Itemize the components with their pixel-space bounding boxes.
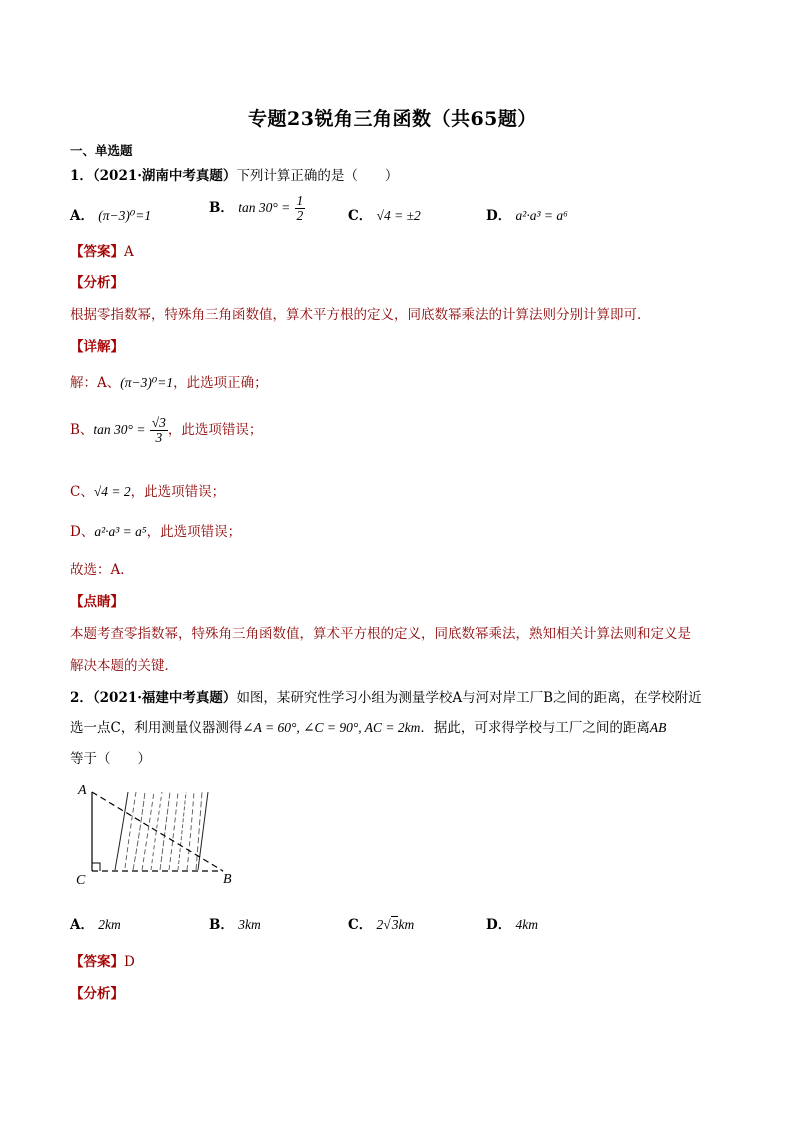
q1-analysis-tag: 【分析】 bbox=[70, 275, 124, 291]
detail-expression: √4 = 2 bbox=[93, 484, 131, 499]
option-label: A． bbox=[70, 917, 94, 933]
q2-option-d bbox=[486, 913, 538, 933]
q1-detail-tag: 【详解】 bbox=[70, 339, 124, 355]
point-b-label: B bbox=[223, 872, 232, 887]
radicand: 3 bbox=[391, 917, 399, 932]
fraction-denominator: 3 bbox=[155, 430, 163, 446]
river-hatching bbox=[125, 792, 202, 870]
section-heading: 一、单选题 bbox=[70, 143, 133, 158]
q2-option-c bbox=[348, 913, 414, 933]
q2-option-a bbox=[70, 913, 121, 933]
answer-tag: 【答案】 bbox=[70, 954, 124, 970]
q1-detail-d bbox=[70, 520, 241, 540]
detail-suffix: ，此选项错误； bbox=[130, 484, 226, 500]
q1-detail-a bbox=[70, 371, 268, 391]
answer-value: A bbox=[124, 244, 134, 260]
question-source: （2021·湖南中考真题） bbox=[92, 168, 237, 184]
option-label: C． bbox=[348, 917, 373, 933]
detail-expression: (π−3)⁰=1 bbox=[120, 375, 174, 390]
q1-option-a bbox=[70, 204, 151, 224]
detail-suffix: ，此选项错误； bbox=[146, 524, 242, 540]
option-label: D． bbox=[486, 917, 512, 933]
q2-answer bbox=[70, 950, 135, 970]
q1-detail-b bbox=[70, 416, 262, 445]
q2-analysis-tag: 【分析】 bbox=[70, 986, 124, 1002]
q2-option-b bbox=[209, 913, 261, 933]
option-expression: tan 30° = bbox=[238, 200, 291, 216]
q1-detail-c bbox=[70, 480, 225, 500]
fraction-denominator: 2 bbox=[296, 208, 304, 224]
unit: km bbox=[398, 917, 415, 932]
option-expression: a²·a³ = a⁶ bbox=[515, 208, 568, 223]
option-label: A． bbox=[70, 208, 94, 224]
point-a-label: A bbox=[78, 783, 87, 798]
q1-comment-line-2: 解决本题的关键． bbox=[70, 658, 178, 674]
detail-prefix: D、 bbox=[70, 524, 95, 540]
question-1-stem bbox=[70, 164, 398, 184]
answer-value: D bbox=[124, 954, 135, 970]
option-expression: 2km bbox=[98, 917, 121, 932]
answer-tag: 【答案】 bbox=[70, 244, 124, 260]
question-number: 1． bbox=[70, 168, 93, 184]
option-label: B． bbox=[209, 200, 234, 217]
q1-comment-line-1: 本题考查零指数幂，特殊角三角函数值，算术平方根的定义，同底数幂乘法，熟知相关计算法则和定义是 bbox=[70, 626, 691, 642]
coefficient: 2 bbox=[376, 917, 384, 932]
question-text: 选一点C，利用测量仪器测得 bbox=[70, 720, 243, 736]
right-angle-mark bbox=[92, 863, 100, 871]
fraction bbox=[150, 416, 168, 445]
page-title: 专题23锐角三角函数（共65题） bbox=[248, 108, 537, 130]
question-number: 2． bbox=[70, 690, 93, 706]
question-source: （2021·福建中考真题） bbox=[92, 690, 237, 706]
option-expression: 2√3km bbox=[376, 917, 415, 932]
detail-prefix: C、 bbox=[70, 484, 94, 500]
fraction bbox=[295, 194, 306, 223]
question-2-stem-line-3: 等于（ ） bbox=[70, 751, 151, 767]
q1-option-b bbox=[209, 194, 305, 223]
question-text: 下列计算正确的是（ ） bbox=[236, 168, 399, 184]
q1-comment-tag: 【点睛】 bbox=[70, 594, 124, 610]
fraction-numerator: √3 bbox=[151, 415, 166, 430]
q1-option-c bbox=[348, 204, 421, 224]
option-expression: (π−3)⁰=1 bbox=[98, 208, 152, 223]
point-c-label: C bbox=[76, 873, 86, 888]
option-expression: √4 = ±2 bbox=[376, 208, 421, 223]
detail-expression: tan 30° = bbox=[93, 422, 146, 438]
question-2-stem-line-1 bbox=[70, 686, 702, 706]
question-text: ．据此，可求得学校与工厂之间的距离 bbox=[420, 720, 650, 736]
q1-conclusion: 故选：A． bbox=[70, 562, 134, 578]
option-label: C． bbox=[348, 208, 373, 224]
q1-analysis-text: 根据零指数幂，特殊角三角函数值，算术平方根的定义，同底数幂乘法的计算法则分别计算即可． bbox=[70, 307, 651, 323]
question-math: AB bbox=[649, 720, 667, 735]
right-bank-line bbox=[198, 792, 208, 870]
q2-figure bbox=[70, 780, 250, 890]
fraction-numerator: 1 bbox=[296, 193, 304, 208]
option-expression: 4km bbox=[515, 917, 539, 932]
detail-prefix: 解：A、 bbox=[70, 375, 121, 391]
detail-suffix: ，此选项正确； bbox=[173, 375, 268, 391]
detail-expression: a²·a³ = a⁵ bbox=[94, 524, 147, 539]
option-label: D． bbox=[486, 208, 512, 224]
option-label: B． bbox=[209, 917, 234, 933]
question-2-stem-line-2 bbox=[70, 716, 666, 736]
detail-suffix: ，此选项错误； bbox=[167, 422, 263, 439]
option-expression: 3km bbox=[238, 917, 261, 932]
question-text: 如图，某研究性学习小组为测量学校A与河对岸工厂B之间的距离，在学校附近 bbox=[236, 690, 702, 706]
question-math: ∠A = 60°, ∠C = 90°, AC = 2km bbox=[242, 720, 421, 735]
detail-prefix: B、 bbox=[70, 422, 94, 439]
q1-answer bbox=[70, 240, 134, 260]
q1-option-d bbox=[486, 204, 568, 224]
